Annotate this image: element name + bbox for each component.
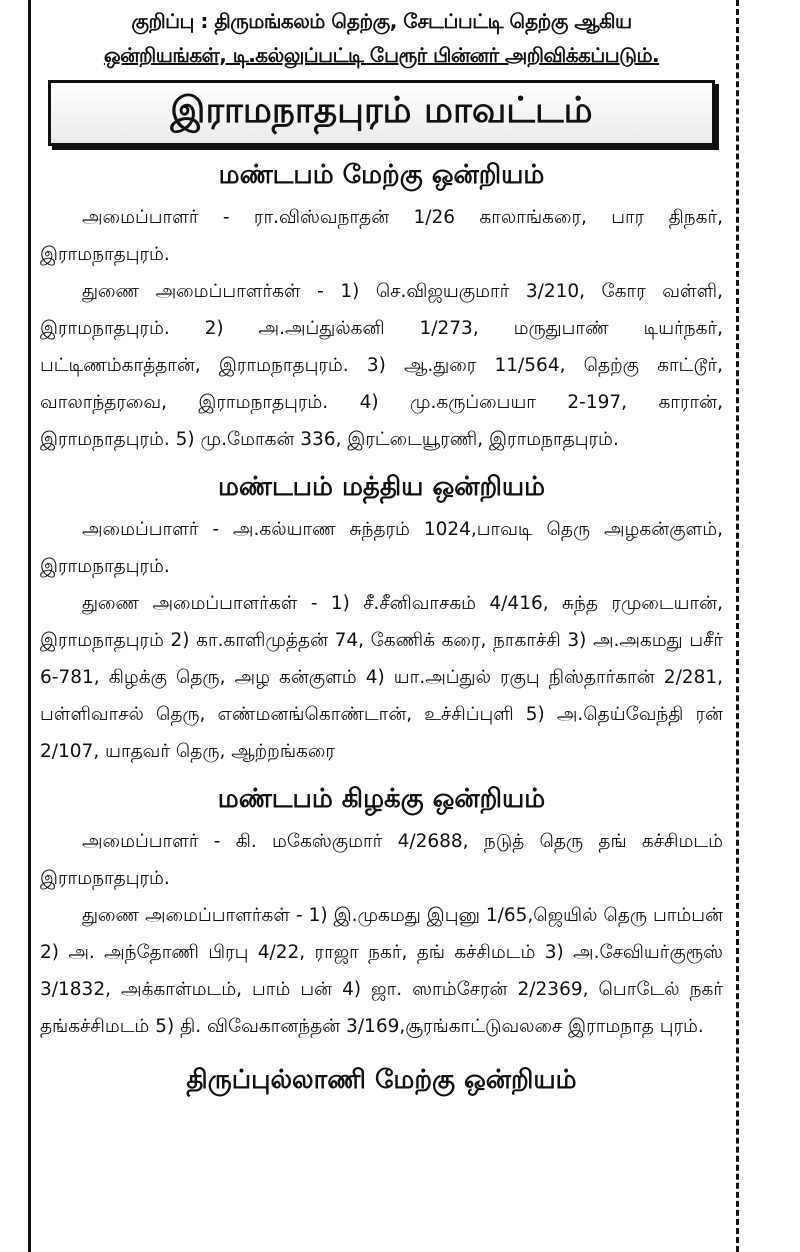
deputies-text: துணை அமைப்பாளர்கள் - 1) சீ.சீனிவாசகம் 4/416, சுந்த ரமுடையான், இராமநாதபுரம் 2) கா.காளிமுத்தன் 74, கேணிக் கரை, நாகாச்சி 3) அ.அகமது பசீர் 6-781, கிழக்கு தெரு, அழ கன்குளம் 4) யா.அப்துல் ரகுபு நிஸ்தார்கான் 2/281, பள்ளிவாசல் தெரு, எண்மனங்கொண்டான், உச்சிப்புளி 5) அ.தெய்வேந்தி ரன் 2/107, யாதவர் தெரு, ஆற்றங்கரை	[40, 593, 723, 762]
left-border	[28, 0, 31, 1252]
column-divider	[736, 0, 739, 1252]
organizer-text: அமைப்பாளர் - அ.கல்யாண சுந்தரம் 1024,பாவடி தெரு அழகன்குளம், இராமநாதபுரம்.	[40, 519, 723, 577]
district-title: இராமநாதபுரம் மாவட்டம்	[170, 90, 593, 131]
section-heading: மண்டபம் கிழக்கு ஒன்றியம்	[217, 784, 546, 814]
deputies-text: துணை அமைப்பாளர்கள் - 1) செ.விஜயகுமார் 3/210, கோர வள்ளி, இராமநாதபுரம். 2) அ.அப்துல்கனி 1/273, மருதுபாண் டியர்நகர், பட்டிணம்காத்தான், இராமநாதபுரம். 3) ஆ.துரை 11/564, தெற்கு காட்டூர், வாலாந்தரவை, இராமநாதபுரம். 4) மு.கருப்பையா 2-197, காரான், இராமநாதபுரம். 5) மு.மோகன் 336, இரட்டையூரணி, இராமநாதபுரம்.	[40, 281, 723, 450]
section-heading: மண்டபம் மத்திய ஒன்றியம்	[217, 472, 546, 502]
organizer-text: அமைப்பாளர் - ரா.விஸ்வநாதன் 1/26 காலாங்கரை, பார திநகர், இராமநாதபுரம்.	[40, 207, 723, 265]
main-column	[40, 0, 723, 1104]
note-line-1: குறிப்பு : திருமங்கலம் தெற்கு, சேடப்பட்டி தெற்கு ஆகிய	[131, 9, 632, 33]
deputies-text: துணை அமைப்பாளர்கள் - 1) இ.முகமது இபுனு 1/65,ஜெயில் தெரு பாம்பன் 2) அ. அந்தோணி பிரபு 4/22, ராஜா நகர், தங் கச்சிமடம் 3) அ.சேவியர்குரூஸ் 3/1832, அக்காள்மடம், பாம் பன் 4) ஜா. ஸாம்சேரன் 2/2369, பொடேல் நகர் தங்கச்சிமடம் 5) தி. விவேகானந்தன் 3/169,சூரங்காட்டுவலசை இராமநாத புரம்.	[40, 905, 723, 1037]
organizer-text: அமைப்பாளர் - கி. மகேஸ்குமார் 4/2688, நடுத் தெரு தங் கச்சிமடம் இராமநாதபுரம்.	[40, 831, 723, 889]
section-heading: திருப்புல்லாணி மேற்கு ஒன்றியம்	[186, 1065, 577, 1095]
district-banner	[48, 80, 715, 146]
note	[40, 4, 723, 72]
note-line-2: ஒன்றியங்கள், டி.கல்லுப்பட்டி பேரூர் பின்னர் அறிவிக்கப்படும்.	[103, 43, 660, 67]
section-heading: மண்டபம் மேற்கு ஒன்றியம்	[218, 160, 545, 190]
